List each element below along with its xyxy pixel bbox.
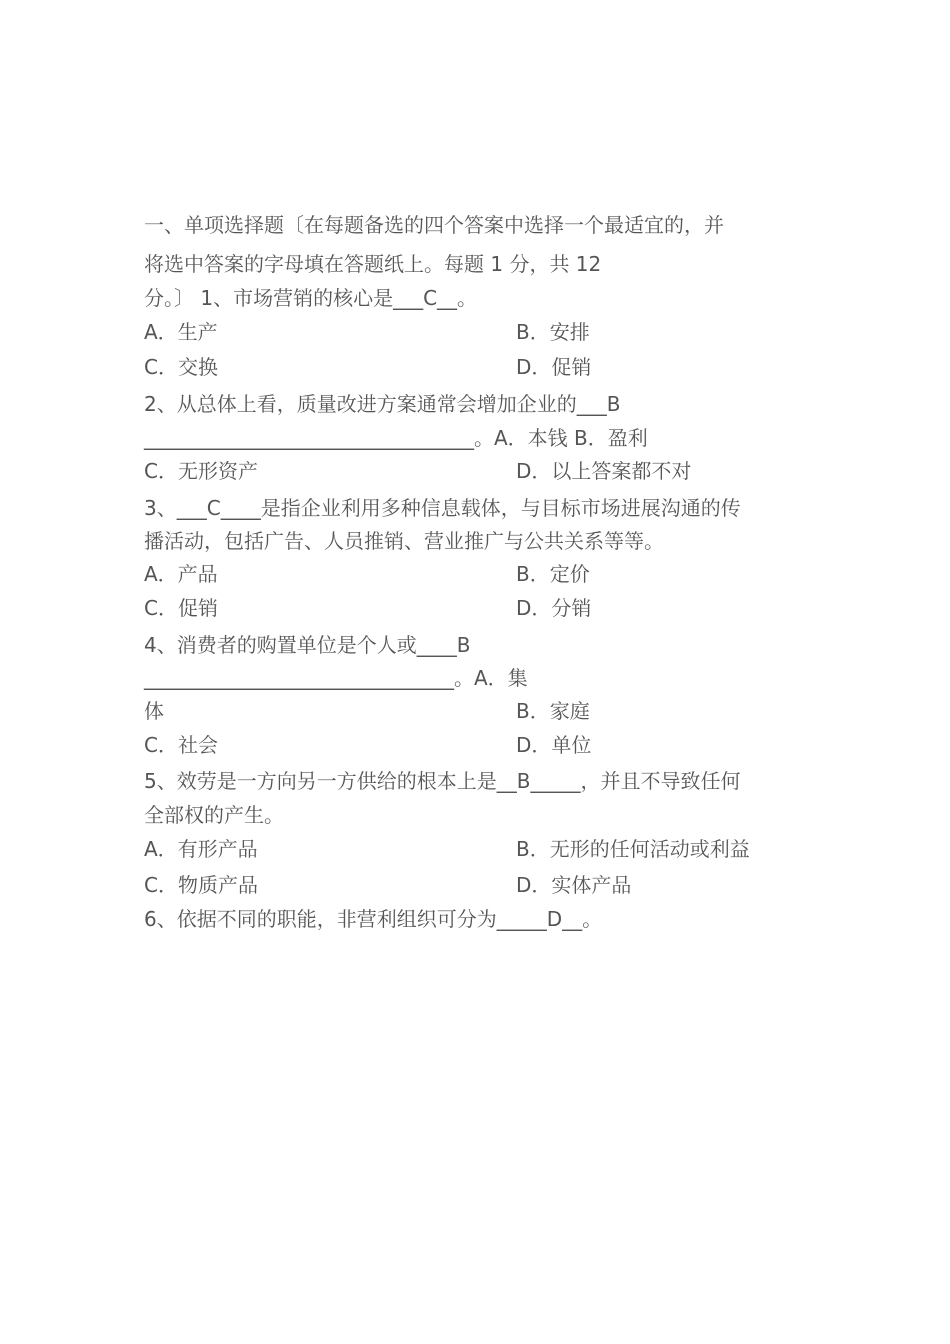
q3-option-c: C．促销 xyxy=(144,596,218,620)
q3-option-b: B．定价 xyxy=(516,562,590,586)
q4-option-c: C．社会 xyxy=(144,733,218,757)
q1-option-d: D．促销 xyxy=(516,355,592,379)
question-2: 2、从总体上看，质量改进方案通常会增加企业的___B xyxy=(144,392,621,416)
section-heading-line-1: 一、单项选择题〔在每题备选的四个答案中选择一个最适宜的，并 xyxy=(144,213,724,237)
question-5-line-2: 全部权的产生。 xyxy=(144,803,284,827)
q2-option-d: D．以上答案都不对 xyxy=(516,459,692,483)
q4-blank-and-option-a: _______________________________。A．集 xyxy=(144,666,528,690)
q2-option-c: C．无形资产 xyxy=(144,459,258,483)
question-3-line-1: 3、___C____是指企业利用多种信息载体，与目标市场进展沟通的传 xyxy=(144,496,741,520)
section-heading-line-2: 将选中答案的字母填在答题纸上。每题 1 分，共 12 xyxy=(144,252,602,276)
q5-option-b: B．无形的任何活动或利益 xyxy=(516,837,750,861)
q1-option-b: B．安排 xyxy=(516,320,590,344)
question-3-line-2: 播活动，包括广告、人员推销、营业推广与公共关系等等。 xyxy=(144,529,664,553)
question-4: 4、消费者的购置单位是个人或____B xyxy=(144,633,471,657)
q3-option-d: D．分销 xyxy=(516,596,592,620)
q5-option-a: A．有形产品 xyxy=(144,837,258,861)
q4-option-d: D．单位 xyxy=(516,733,592,757)
question-1: 分。〕 1、市场营销的核心是___C__。 xyxy=(144,286,478,310)
q3-option-a: A．产品 xyxy=(144,562,218,586)
q4-option-b: B．家庭 xyxy=(516,699,590,723)
q5-option-c: C．物质产品 xyxy=(144,873,258,897)
q1-option-c: C．交换 xyxy=(144,355,218,379)
q2-blank-and-options: _________________________________。A．本钱 B．盈利 xyxy=(144,426,648,450)
question-5-line-1: 5、效劳是一方向另一方供给的根本上是__B_____，并且不导致任何 xyxy=(144,769,741,793)
q4-option-a-continued: 体 xyxy=(144,699,164,723)
question-6: 6、依据不同的职能，非营利组织可分为_____D__。 xyxy=(144,907,603,931)
q1-option-a: A．生产 xyxy=(144,320,218,344)
q5-option-d: D．实体产品 xyxy=(516,873,632,897)
